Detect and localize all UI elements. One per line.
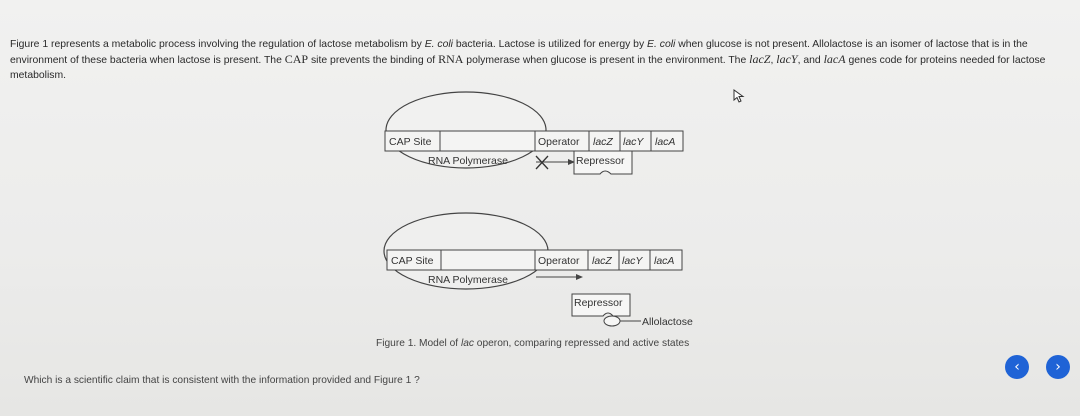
- cap-site-label-top: CAP Site: [389, 136, 432, 148]
- cap-site-label-bottom: CAP Site: [391, 255, 434, 267]
- previous-button[interactable]: [1005, 355, 1029, 379]
- laca-label-top: lacA: [655, 136, 676, 148]
- lacy-label-top: lacY: [623, 136, 644, 148]
- lacy-label-bottom: lacY: [622, 255, 643, 267]
- intro-paragraph: Figure 1 represents a metabolic process involving the regulation of lactose metabolism by E. coli bacteria. Lactose is utilized for energy by E. coli when glucose is not present. Allolactose is an isomer of lactose that is in the environment of these bacteria when lactose is present. The CAP site prevents the binding of RNA polymerase when glucose is present in the environment. The lacZ, lacY, and lacA genes code for proteins needed for lactose metabolism.: [10, 39, 1046, 81]
- figure-caption: Figure 1. Model of lac operon, comparing repressed and active states: [376, 338, 690, 349]
- chevron-right-icon: ›: [1055, 359, 1061, 375]
- laca-label-bottom: lacA: [654, 255, 675, 267]
- allolactose-shape: [604, 316, 620, 326]
- question-text: Which is a scientific claim that is consistent with the information provided and Figure 1 ?: [24, 375, 420, 386]
- rna-polymerase-label-top: RNA Polymerase: [428, 155, 508, 167]
- operator-label-bottom: Operator: [538, 255, 580, 267]
- operator-label-top: Operator: [538, 136, 580, 148]
- repressor-label-top: Repressor: [576, 155, 625, 167]
- next-button[interactable]: [1046, 355, 1070, 379]
- lacz-label-top: lacZ: [593, 136, 613, 148]
- allolactose-label: Allolactose: [642, 316, 693, 328]
- lacz-label-bottom: lacZ: [592, 255, 612, 267]
- rna-polymerase-label-bottom: RNA Polymerase: [428, 274, 508, 286]
- repressor-label-bottom: Repressor: [574, 297, 623, 309]
- chevron-left-icon: ‹: [1014, 359, 1020, 375]
